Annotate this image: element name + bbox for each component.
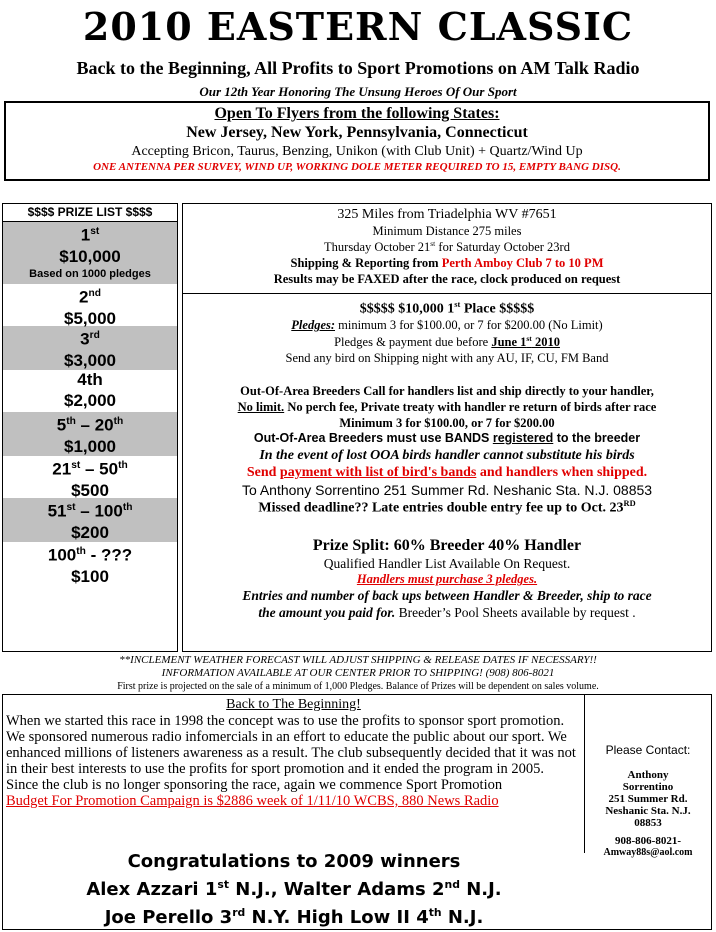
winner-1-suffix: st <box>217 878 229 891</box>
prize-list-header: $$$$ PRIZE LIST $$$$ <box>3 204 177 222</box>
prize-rank-suffix: th <box>113 416 124 427</box>
ship-date-suffix: st <box>430 239 436 249</box>
ooa-perch-fee: No perch fee, Private treaty with handler re return of birds after race <box>284 399 657 414</box>
open-to-heading: Open To Flyers from the following States: <box>214 105 500 122</box>
first-place-suffix: st <box>454 300 461 310</box>
contact-last-name: Sorrentino <box>622 781 674 793</box>
winner-4-state: N.J. <box>441 907 484 928</box>
contact-first-name: Anthony <box>627 769 669 781</box>
bottom-section <box>2 694 712 930</box>
ooa-lost-birds: In the event of lost OOA birds handler cannot substitute his birds <box>259 447 635 463</box>
race-info-panel <box>182 203 712 652</box>
minimum-distance: Minimum Distance 275 miles <box>372 223 522 238</box>
pledges-due-date: June 1 <box>491 335 527 350</box>
send-band-list: with list of bird's bands <box>332 465 477 481</box>
weather-line-2: INFORMATION AVAILABLE AT OUR CENTER PRIOR TO SHIPPING! (908) 806-8021 <box>161 667 555 679</box>
contact-phone: 908-806-8021- <box>615 835 681 847</box>
race-date: for Saturday October 23rd <box>435 240 570 255</box>
prize-rank: 2 <box>79 287 89 307</box>
prize-amount: $100 <box>71 566 109 586</box>
page-subtitle: Back to the Beginning, All Profits to Sport Promotions on AM Talk Radio <box>76 58 640 78</box>
rules-warning: ONE ANTENNA PER SURVEY, WIND UP, WORKING DOLE METER REQUIRED TO 15, EMPTY BANG DISQ. <box>93 161 621 173</box>
prize-amount: $200 <box>71 522 109 542</box>
ooa-bands: Out-Of-Area Breeders must use BANDS <box>253 431 493 446</box>
winners-title: Congratulations to 2009 winners <box>127 851 461 872</box>
shipping-location: Perth Amboy Club 7 to 10 PM <box>441 255 604 270</box>
weather-notice <box>0 654 716 680</box>
pledges-terms: minimum 3 for $100.00, or 7 for $200.00 (No Limit) <box>335 318 603 333</box>
prize-21st-50th <box>3 456 177 498</box>
entries-note: Entries and number of back ups between Handler & Breeder, ship to race <box>242 588 652 603</box>
late-entry-suffix: RD <box>623 499 636 509</box>
prize-rank-suffix: th <box>66 416 76 427</box>
send-handlers: and handlers when shipped. <box>476 465 648 481</box>
prize-rank-end: - ??? <box>85 545 133 565</box>
winners-section <box>3 849 585 928</box>
story-body: When we started this race in 1998 the concept was to use the profits to sponsor sport promotion. We sponsored numerous radio infomercials in an effort to educate the public about our sport. We enhanced millions of listeners awareness as a result. The club subsequently decided that it was not in their best interests to use the profits for sport promotion and it ended the program in 2005. <box>6 713 576 777</box>
prize-rank-suffix: th <box>118 460 128 471</box>
winner-3: Joe Perello 3 <box>104 907 233 928</box>
late-entry-note: Missed deadline?? Late entries double entry fee up to Oct. 23 <box>258 501 624 516</box>
contact-label: Please Contact: <box>605 743 691 757</box>
prize-rank-suffix: nd <box>88 288 101 299</box>
winner-2-suffix: nd <box>444 878 460 891</box>
prize-rank-end: – 100 <box>75 501 123 521</box>
prize-rank-end: – 50 <box>80 459 119 479</box>
prize-rank-start: 5 <box>56 415 67 435</box>
prize-amount: $1,000 <box>64 436 116 456</box>
prize-5th-20th <box>3 412 177 456</box>
handler-list-note: Qualified Handler List Available On Request. <box>323 555 571 571</box>
pledges-due-year: 2010 <box>531 335 560 350</box>
open-to-flyers-box <box>4 101 710 181</box>
prize-rank-start: 21 <box>52 459 72 479</box>
prize-amount: $3,000 <box>64 350 116 370</box>
contact-zip: 08853 <box>634 817 662 829</box>
states-list: New Jersey, New York, Pennsylvania, Connecticut <box>186 124 528 141</box>
prize-projection-note: First prize is projected on the sale of a minimum of 1,000 Pledges. Balance of Prizes will be dependent on sales volume. <box>117 681 599 692</box>
prize-rank: 1 <box>80 225 91 245</box>
prize-rank-suffix: th <box>76 546 86 557</box>
prize-2nd <box>3 284 177 326</box>
winner-4: N.Y. High Low II 4 <box>245 907 429 928</box>
contact-city: Neshanic Sta. N.J. <box>605 805 691 817</box>
prize-split: Prize Split: 60% Breeder 40% Handler <box>312 536 582 554</box>
ooa-registered: registered <box>492 431 554 446</box>
shipping-label: Shipping & Reporting from <box>290 255 442 270</box>
prize-amount: $500 <box>71 480 109 500</box>
race-distance: 325 Miles from Triadelphia WV #7651 <box>337 207 557 222</box>
prize-3rd <box>3 326 177 370</box>
tagline: Our 12th Year Honoring The Unsung Heroes Of Our Sport <box>199 84 517 99</box>
budget-note: Budget For Promotion Campaign is $2886 week of 1/11/10 WCBS, 880 News Radio <box>6 793 499 809</box>
winner-1: Alex Azzari 1 <box>86 879 218 900</box>
results-note: Results may be FAXED after the race, clock produced on request <box>273 271 621 286</box>
prize-list <box>2 203 178 652</box>
prize-rank-suffix: st <box>66 502 76 513</box>
ship-date: Thursday October 21 <box>324 240 431 255</box>
prize-amount: $5,000 <box>64 308 116 328</box>
entries-note-end: the amount you paid for. <box>258 604 396 620</box>
story-since: Since the club is no longer sponsoring the race, again we commence Sport Promotion <box>6 777 503 793</box>
accepted-clocks: Accepting Bricon, Taurus, Benzing, Unikon (with Club Unit) + Quartz/Wind Up <box>131 144 583 159</box>
pledges-due-suffix: st <box>526 333 532 343</box>
prize-rank: 4th <box>77 370 103 389</box>
pledges-due-label: Pledges & payment due before <box>334 335 492 350</box>
prize-51st-100th <box>3 498 177 542</box>
winner-4-suffix: th <box>428 906 442 919</box>
prize-rank-start: 51 <box>47 501 67 521</box>
prize-rank-end: – 20 <box>75 415 114 435</box>
prize-rank-start: 100 <box>47 545 77 565</box>
weather-line-1: **INCLEMENT WEATHER FORECAST WILL ADJUST SHIPPING & RELEASE DATES IF NECESSARY!! <box>119 654 597 666</box>
winner-2: N.J., Walter Adams 2 <box>228 879 445 900</box>
ooa-call: Out-Of-Area Breeders Call for handlers list and ship directly to your handler, <box>240 384 654 399</box>
prize-amount: $2,000 <box>64 391 116 410</box>
first-place-headline: $$$$$ $10,000 1 <box>359 301 455 317</box>
winner-3-suffix: rd <box>232 906 246 919</box>
story-title: Back to The Beginning! <box>226 697 361 712</box>
page-title: 2010 EASTERN CLASSIC <box>82 4 634 49</box>
ooa-no-limit: No limit. <box>237 399 285 414</box>
prize-rank-suffix: st <box>90 226 100 237</box>
prize-rank-suffix: st <box>71 460 81 471</box>
send-payment: payment <box>279 465 333 481</box>
prize-rank-suffix: th <box>122 502 133 513</box>
first-place-headline-end: Place $$$$$ <box>460 301 535 317</box>
prize-100th-plus <box>3 542 177 586</box>
prize-rank-suffix: rd <box>89 330 100 341</box>
prize-1st <box>3 222 177 284</box>
winner-2-state: N.J. <box>459 879 502 900</box>
story-box <box>3 695 585 853</box>
pledges-label: Pledges: <box>291 318 336 333</box>
ooa-bands-end: to the breeder <box>553 431 641 446</box>
band-note: Send any bird on Shipping night with any AU, IF, CU, FM Band <box>285 350 609 365</box>
contact-street: 251 Summer Rd. <box>608 793 688 805</box>
handler-pledge-rule: Handlers must purchase 3 pledges. <box>356 572 538 587</box>
prize-4th <box>3 370 177 412</box>
ooa-minimum: Minimum 3 for $100.00, or 7 for $200.00 <box>339 415 555 430</box>
prize-rank: 3 <box>80 329 90 349</box>
contact-box <box>585 695 711 929</box>
prize-amount: $10,000 <box>59 246 121 266</box>
contact-email: Amway88s@aol.com <box>603 847 693 858</box>
send-label: Send <box>246 465 280 481</box>
pool-sheets-note: Breeder’s Pool Sheets available by request . <box>395 604 636 620</box>
prize-note: Based on 1000 pledges <box>29 267 151 280</box>
mail-address: To Anthony Sorrentino 251 Summer Rd. Neshanic Sta. N.J. 08853 <box>241 481 653 498</box>
